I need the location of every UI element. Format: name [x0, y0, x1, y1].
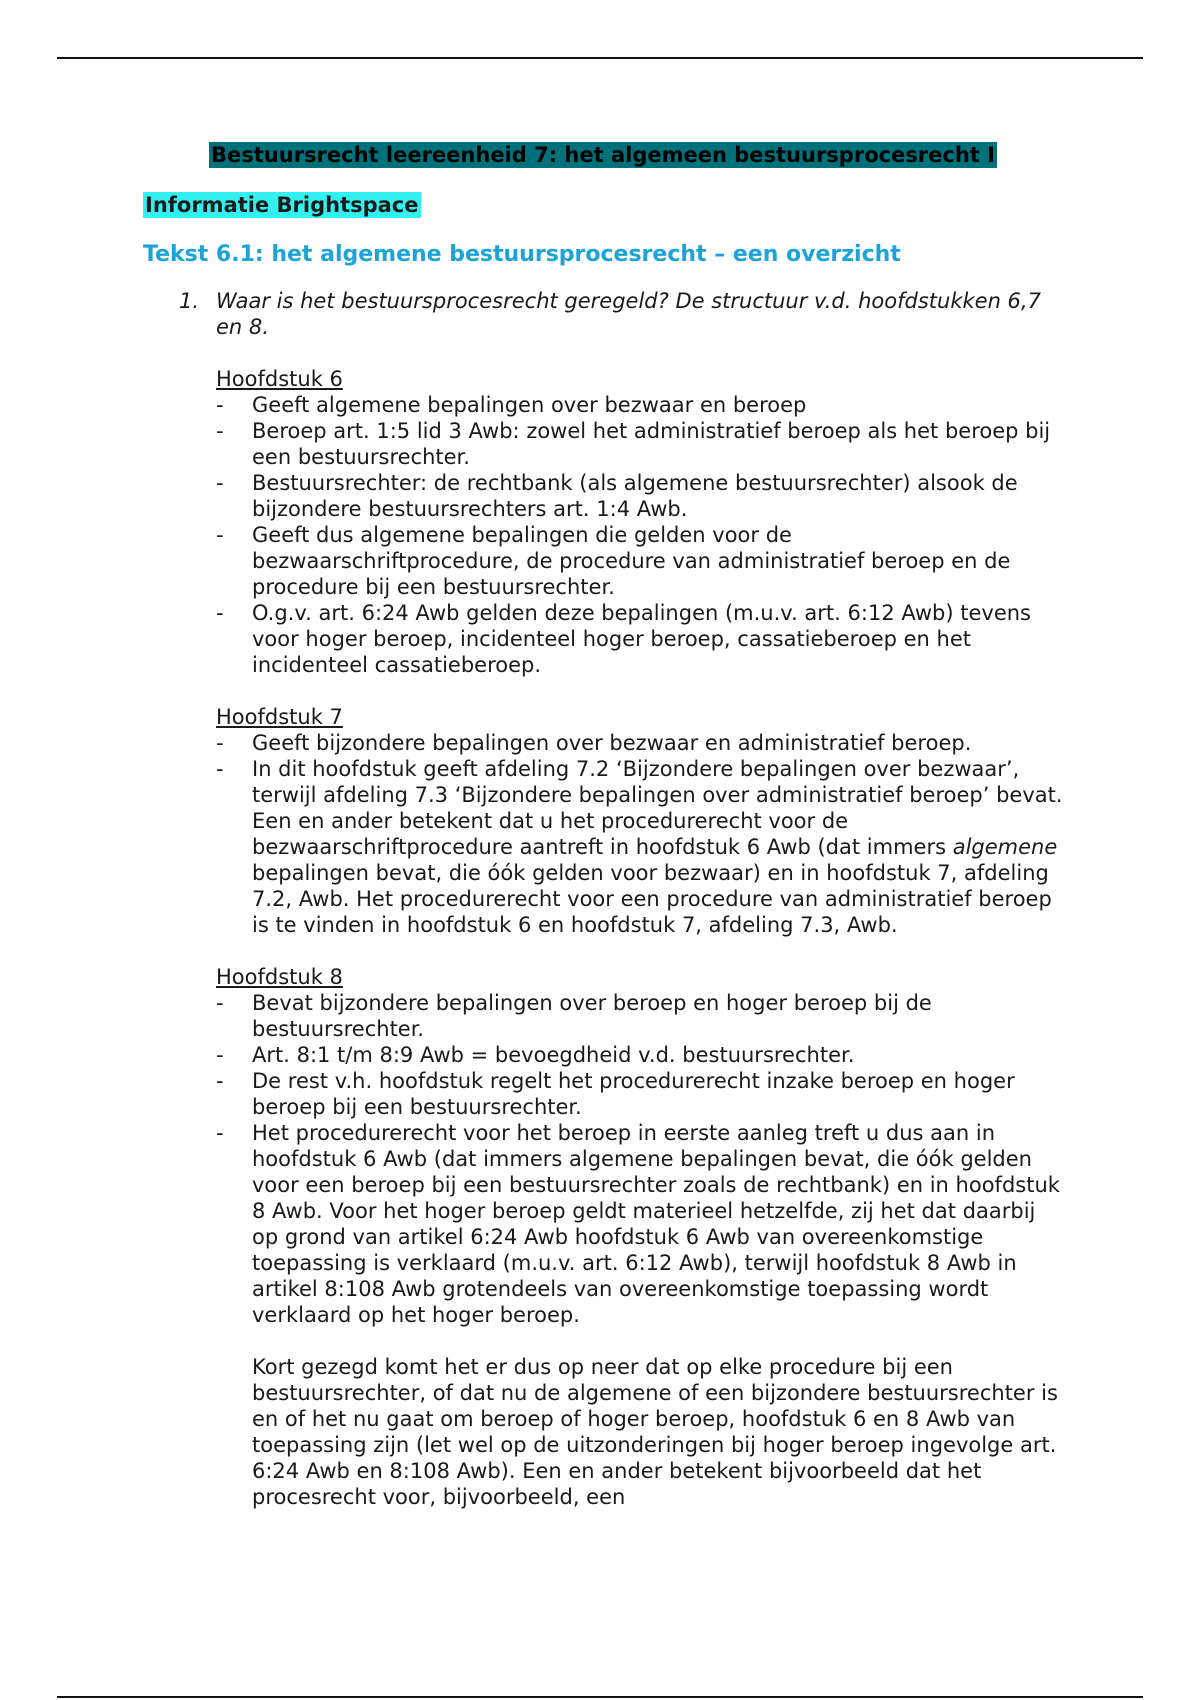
bullet-list	[216, 730, 1063, 938]
list-item: - In dit hoofdstuk geeft afdeling 7.2 ‘Bijzondere bepalingen over bezwaar’, terwijl afdeling 7.3 ‘Bijzondere bepalingen over administratief beroep’ bevat. Een en ander betekent dat u het procedurerecht voor de bezwaarschriftprocedure aantreft in hoofdstuk 6 Awb (dat immers algemene bepalingen bevat, die óók gelden voor bezwaar) en in hoofdstuk 7, afdeling 7.2, Awb. Het procedurerecht voor een procedure van administratief beroep is te vinden in hoofdstuk 6 en hoofdstuk 7, afdeling 7.3, Awb.	[216, 756, 1063, 938]
document-page	[143, 140, 1063, 1536]
list-item: - Bevat bijzondere bepalingen over beroep en hoger beroep bij de bestuursrechter.	[216, 990, 1063, 1042]
question-item	[143, 288, 1063, 340]
summary-paragraph: Kort gezegd komt het er dus op neer dat op elke procedure bij een bestuursrechter, of dat nu de algemene of een bijzondere bestuursrechter is en of het nu gaat om beroep of hoger beroep, hoofdstuk 6 en 8 Awb van toepassing zijn (let wel op de uitzonderingen bij hoger beroep ingevolge art. 6:24 Awb en 8:108 Awb). Een en ander betekent bijvoorbeeld dat het procesrecht voor, bijvoorbeeld, een	[252, 1355, 1058, 1509]
question-number: 1.	[179, 289, 200, 313]
question-text: Waar is het bestuursprocesrecht geregeld? De structuur v.d. hoofdstukken 6,7 en 8.	[216, 289, 1041, 339]
list-item: - De rest v.h. hoofdstuk regelt het procedurerecht inzake beroep en hoger beroep bij een bestuursrechter.	[216, 1068, 1063, 1120]
list-item: - Bestuursrechter: de rechtbank (als algemene bestuursrechter) alsook de bijzondere bestuursrechters art. 1:4 Awb.	[216, 470, 1063, 522]
section-hoofdstuk-8	[216, 964, 1063, 1510]
bullet-list	[216, 392, 1063, 678]
list-item: - Geeft algemene bepalingen over bezwaar en beroep	[216, 392, 1063, 418]
section-hoofdstuk-7	[216, 704, 1063, 938]
bullet-list	[216, 990, 1063, 1328]
list-item: - O.g.v. art. 6:24 Awb gelden deze bepalingen (m.u.v. art. 6:12 Awb) tevens voor hoger beroep, incidenteel hoger beroep, cassatieberoep en het incidenteel cassatieberoep.	[216, 600, 1063, 678]
document-title: Bestuursrecht leereenheid 7: het algemeen bestuursprocesrecht I	[211, 143, 995, 167]
footer-rule	[57, 1696, 1143, 1698]
section-hoofdstuk-6	[216, 366, 1063, 678]
list-item: - Het procedurerecht voor het beroep in eerste aanleg treft u dus aan in hoofdstuk 6 Awb (dat immers algemene bepalingen bevat, die óók gelden voor een beroep bij een bestuursrechter zoals de rechtbank) en in hoofdstuk 8 Awb. Voor het hoger beroep geldt materieel hetzelfde, zij het dat daarbij op grond van artikel 6:24 Awb hoofdstuk 6 Awb van overeenkomstige toepassing is verklaard (m.u.v. art. 6:12 Awb), terwijl hoofdstuk 8 Awb in artikel 8:108 Awb grotendeels van overeenkomstige toepassing wordt verklaard op het hoger beroep.	[216, 1120, 1063, 1328]
section-heading: Hoofdstuk 7	[216, 705, 343, 729]
list-item: - Geeft bijzondere bepalingen over bezwaar en administratief beroep.	[216, 730, 1063, 756]
section-heading: Hoofdstuk 8	[216, 965, 343, 989]
info-heading: Informatie Brightspace	[145, 193, 419, 217]
section-subtitle: Tekst 6.1: het algemene bestuursprocesrecht – een overzicht	[143, 242, 901, 267]
header-rule	[57, 57, 1143, 59]
emphasis-text: algemene	[952, 835, 1058, 859]
list-item: - Geeft dus algemene bepalingen die gelden voor de bezwaarschriftprocedure, de procedure van administratief beroep en de procedure bij een bestuursrechter.	[216, 522, 1063, 600]
list-item: - Art. 8:1 t/m 8:9 Awb = bevoegdheid v.d. bestuursrechter.	[216, 1042, 1063, 1068]
section-heading: Hoofdstuk 6	[216, 367, 343, 391]
list-item: - Beroep art. 1:5 lid 3 Awb: zowel het administratief beroep als het beroep bij een bestuursrechter.	[216, 418, 1063, 470]
